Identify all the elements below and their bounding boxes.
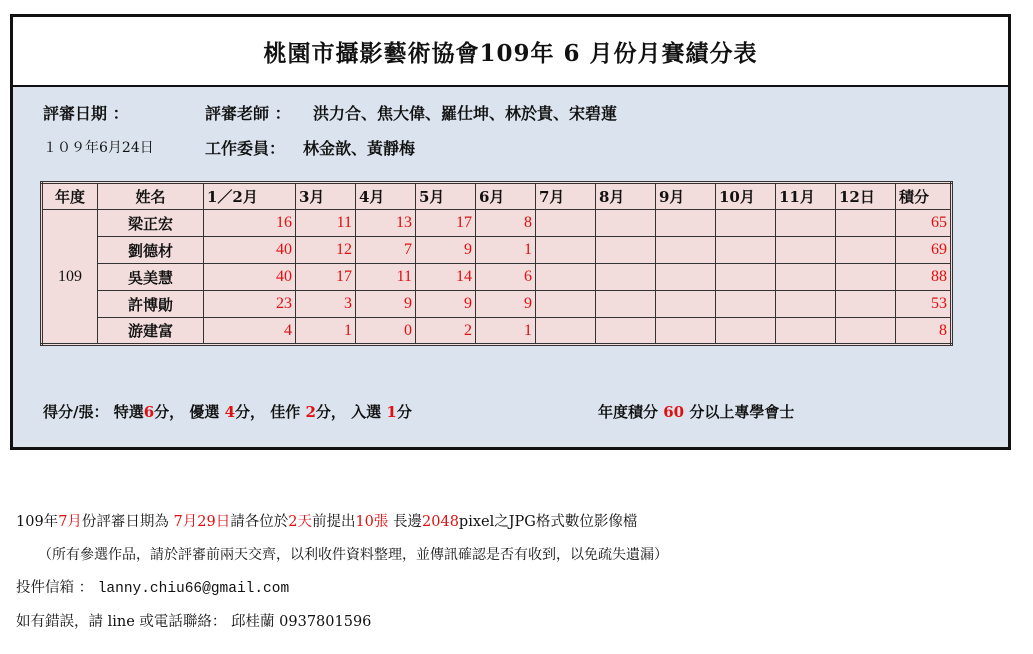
- judge-date-value: １０９年6月24日: [43, 140, 154, 156]
- table-row: [42, 291, 952, 318]
- score-cell: 17: [296, 264, 356, 291]
- col-header: 8月: [596, 183, 656, 210]
- year-cell: 109: [42, 210, 98, 345]
- score-cell: 9: [476, 291, 536, 318]
- sheet-title: 桃園市攝影藝術協會109年 6 月份月賽績分表: [13, 17, 1008, 87]
- contact-phone: 0937801596: [279, 614, 372, 630]
- col-header: 9月: [656, 183, 716, 210]
- name-cell: 劉德材: [98, 237, 204, 264]
- total-cell: 65: [896, 210, 952, 237]
- scoring-rules: 得分/張： 特選6分， 優選 4分， 佳作 2分， 入選 1分: [43, 403, 412, 421]
- col-header: 積分: [896, 183, 952, 210]
- name-cell: 游建富: [98, 318, 204, 345]
- empty-cell: [596, 237, 656, 264]
- col-header: 5月: [416, 183, 476, 210]
- table-header-row: [42, 183, 952, 210]
- score-cell: 0: [356, 318, 416, 345]
- empty-cell: [716, 291, 776, 318]
- notice-line-3: 投件信箱 ： lanny.chiu66@gmail.com: [16, 580, 290, 597]
- score-cell: 6: [476, 264, 536, 291]
- total-cell: 69: [896, 237, 952, 264]
- score-cell: 17: [416, 210, 476, 237]
- empty-cell: [776, 264, 836, 291]
- empty-cell: [656, 291, 716, 318]
- col-header: 11月: [776, 183, 836, 210]
- empty-cell: [596, 291, 656, 318]
- empty-cell: [776, 318, 836, 345]
- empty-cell: [536, 210, 596, 237]
- empty-cell: [836, 237, 896, 264]
- score-cell: 3: [296, 291, 356, 318]
- annual-threshold: 年度積分 60 分以上專學會士: [598, 403, 795, 421]
- score-cell: 7: [356, 237, 416, 264]
- col-header: 姓名: [98, 183, 204, 210]
- name-cell: 吳美慧: [98, 264, 204, 291]
- empty-cell: [836, 264, 896, 291]
- score-cell: 9: [356, 291, 416, 318]
- judge-date-label: 評審日期 ：: [43, 104, 129, 123]
- empty-cell: [536, 237, 596, 264]
- score-cell: 12: [296, 237, 356, 264]
- score-cell: 1: [476, 318, 536, 345]
- empty-cell: [596, 210, 656, 237]
- sheet-body: [13, 87, 1008, 447]
- table-row: [42, 210, 952, 237]
- table-row: [42, 264, 952, 291]
- score-cell: 40: [204, 237, 296, 264]
- judges-names: 洪力合、焦大偉、羅仕坤、林於貴、宋碧蓮: [313, 104, 618, 123]
- empty-cell: [716, 237, 776, 264]
- empty-cell: [836, 318, 896, 345]
- score-cell: 1: [296, 318, 356, 345]
- score-cell: 40: [204, 264, 296, 291]
- table-row: [42, 318, 952, 345]
- total-cell: 53: [896, 291, 952, 318]
- empty-cell: [656, 318, 716, 345]
- score-sheet-frame: [10, 14, 1011, 450]
- score-cell: 16: [204, 210, 296, 237]
- col-header: 12日: [836, 183, 896, 210]
- empty-cell: [536, 291, 596, 318]
- notice-line-2: （所有參選作品，請於評審前兩天交齊，以利收件資料整理，並傳訊確認是否有收到，以免疏失遺漏）: [38, 547, 668, 563]
- empty-cell: [596, 264, 656, 291]
- col-header: 1／2月: [204, 183, 296, 210]
- empty-cell: [656, 237, 716, 264]
- col-header: 年度: [42, 183, 98, 210]
- col-header: 7月: [536, 183, 596, 210]
- score-cell: 14: [416, 264, 476, 291]
- col-header: 10月: [716, 183, 776, 210]
- empty-cell: [776, 237, 836, 264]
- empty-cell: [536, 264, 596, 291]
- empty-cell: [776, 210, 836, 237]
- score-cell: 11: [296, 210, 356, 237]
- score-cell: 13: [356, 210, 416, 237]
- total-cell: 88: [896, 264, 952, 291]
- empty-cell: [716, 210, 776, 237]
- name-cell: 許博勛: [98, 291, 204, 318]
- score-cell: 2: [416, 318, 476, 345]
- empty-cell: [776, 291, 836, 318]
- notice-line-4: 如有錯誤，請 line 或電話聯絡： 邱桂蘭 0937801596: [16, 614, 372, 630]
- empty-cell: [536, 318, 596, 345]
- empty-cell: [656, 210, 716, 237]
- judges-label: 評審老師 ：: [205, 104, 291, 123]
- score-cell: 9: [416, 237, 476, 264]
- col-header: 6月: [476, 183, 536, 210]
- score-cell: 8: [476, 210, 536, 237]
- score-table: [40, 181, 953, 346]
- committee-label: 工作委員：: [205, 139, 286, 158]
- empty-cell: [596, 318, 656, 345]
- score-cell: 9: [416, 291, 476, 318]
- committee-names: 林金歆、黃靜梅: [303, 139, 416, 158]
- empty-cell: [836, 210, 896, 237]
- score-cell: 1: [476, 237, 536, 264]
- total-cell: 8: [896, 318, 952, 345]
- score-cell: 4: [204, 318, 296, 345]
- empty-cell: [656, 264, 716, 291]
- empty-cell: [716, 264, 776, 291]
- score-cell: 23: [204, 291, 296, 318]
- col-header: 4月: [356, 183, 416, 210]
- empty-cell: [836, 291, 896, 318]
- table-row: [42, 237, 952, 264]
- score-cell: 11: [356, 264, 416, 291]
- contact-email[interactable]: lanny.chiu66@gmail.com: [97, 581, 290, 597]
- notice-line-1: 109年7月份評審日期為 7月29日請各位於2天前提出10張 長邊2048pixel之JPG格式數位影像檔: [16, 514, 638, 530]
- col-header: 3月: [296, 183, 356, 210]
- empty-cell: [716, 318, 776, 345]
- name-cell: 梁正宏: [98, 210, 204, 237]
